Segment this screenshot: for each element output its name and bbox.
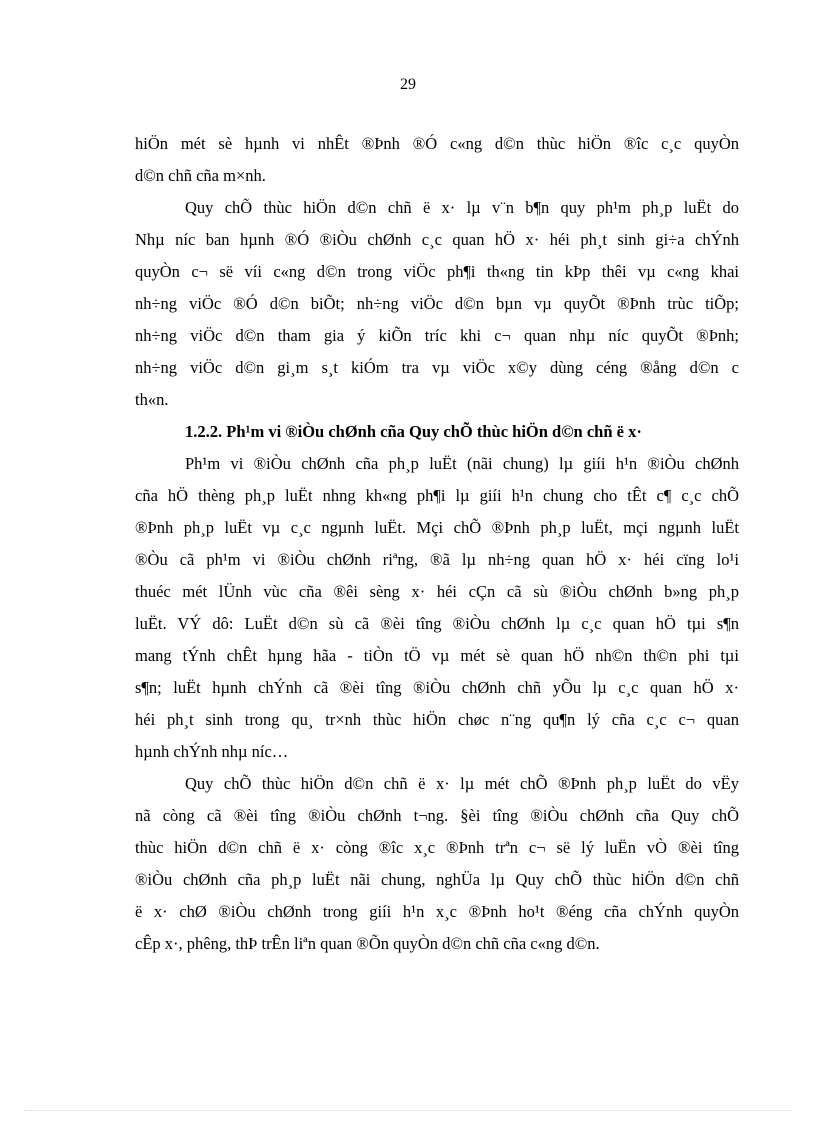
paragraph-line: Quy chÕ thùc hiÖn d©n chñ ë x· lµ v¨n b¶n quy ph¹m ph¸p luËt do xyxy=(185,198,739,217)
page-bottom-divider xyxy=(24,1110,792,1111)
paragraph-line: nh÷ng viÖc ®Ó d©n biÕt; nh÷ng viÖc d©n bµn vµ quyÕt ®Þnh trùc tiÕp; xyxy=(135,294,739,313)
paragraph-line: ®iÒu chØnh cña ph¸p luËt nãi chung, nghÜa lµ Quy chÕ thùc hiÖn d©n chñ xyxy=(135,870,739,889)
page-number: 29 xyxy=(400,76,416,93)
paragraph-line: ®Þnh ph¸p luËt vµ c¸c ngµnh luËt. Mçi chÕ ®Þnh ph¸p luËt, mçi ngµnh luËt xyxy=(135,518,739,537)
paragraph-line: héi ph¸t sinh trong qu¸ tr×nh thùc hiÖn chøc n¨ng qu¶n lý cña c¸c c¬ quan xyxy=(135,710,739,729)
paragraph-line: Ph¹m vi ®iÒu chØnh cña ph¸p luËt (nãi chung) lµ giíi h¹n ®iÒu chØnh xyxy=(185,454,739,473)
paragraph-line: luËt. VÝ dô: LuËt d©n sù cã ®èi tîng ®iÒu chØnh lµ c¸c quan hÖ tµi s¶n xyxy=(135,614,739,633)
paragraph-line: Nhµ níc ban hµnh ®Ó ®iÒu chØnh c¸c quan hÖ x· héi ph¸t sinh gi÷a chÝnh xyxy=(135,230,739,249)
paragraph-line: d©n chñ cña m×nh. xyxy=(135,166,266,185)
paragraph-line: cña hÖ thèng ph¸p luËt nhng kh«ng ph¶i lµ giíi h¹n chung cho tÊt c¶ c¸c chÕ xyxy=(135,486,739,505)
paragraph-line: nã còng cã ®èi tîng ®iÒu chØnh t¬ng. §èi tîng ®iÒu chØnh cña Quy chÕ xyxy=(135,806,739,825)
section-heading: 1.2.2. Ph¹m vi ®iÒu chØnh cña Quy chÕ thùc hiÖn d©n chñ ë x· xyxy=(185,422,642,441)
paragraph-line: Quy chÕ thùc hiÖn d©n chñ ë x· lµ mét chÕ ®Þnh ph¸p luËt do vËy xyxy=(185,774,739,793)
paragraph-line: quyÒn c¬ së víi c«ng d©n trong viÖc ph¶i th«ng tin kÞp thêi vµ c«ng khai xyxy=(135,262,739,281)
paragraph-line: cÊp x·, phêng, thÞ trÊn liªn quan ®Õn quyÒn d©n chñ cña c«ng d©n. xyxy=(135,934,600,953)
paragraph-line: thùc hiÖn d©n chñ ë x· còng ®îc x¸c ®Þnh trªn c¬ së lý luËn vÒ ®èi tîng xyxy=(135,838,739,857)
paragraph-line: ë x· chØ ®iÒu chØnh trong giíi h¹n x¸c ®Þnh ho¹t ®éng cña chÝnh quyÒn xyxy=(135,902,739,921)
body-text xyxy=(135,128,739,960)
paragraph-line: nh÷ng viÖc d©n tham gia ý kiÕn tríc khi c¬ quan nhµ níc quyÕt ®Þnh; xyxy=(135,326,739,345)
paragraph-line: thuéc mét lÜnh vùc cña ®êi sèng x· héi cÇn cã sù ®iÒu chØnh b»ng ph¸p xyxy=(135,582,739,601)
paragraph-line: th«n. xyxy=(135,390,169,409)
paragraph-line: s¶n; luËt hµnh chÝnh cã ®èi tîng ®iÒu chØnh chñ yÕu lµ c¸c quan hÖ x· xyxy=(135,678,739,697)
paragraph-line: hµnh chÝnh nhµ níc… xyxy=(135,742,289,761)
paragraph-line: nh÷ng viÖc d©n gi¸m s¸t kiÓm tra vµ viÖc x©y dùng céng ®ång d©n c xyxy=(135,358,739,377)
paragraph-line: hiÖn mét sè hµnh vi nhÊt ®Þnh ®Ó c«ng d©n thùc hiÖn ®îc c¸c quyÒn xyxy=(135,134,739,153)
paragraph-line: mang tÝnh chÊt hµng hãa - tiÒn tÖ vµ mét sè quan hÖ nh©n th©n phi tµi xyxy=(135,646,739,665)
paragraph-line: ®Òu cã ph¹m vi ®iÒu chØnh riªng, ®ã lµ nh÷ng quan hÖ x· héi cïng lo¹i xyxy=(135,550,739,569)
